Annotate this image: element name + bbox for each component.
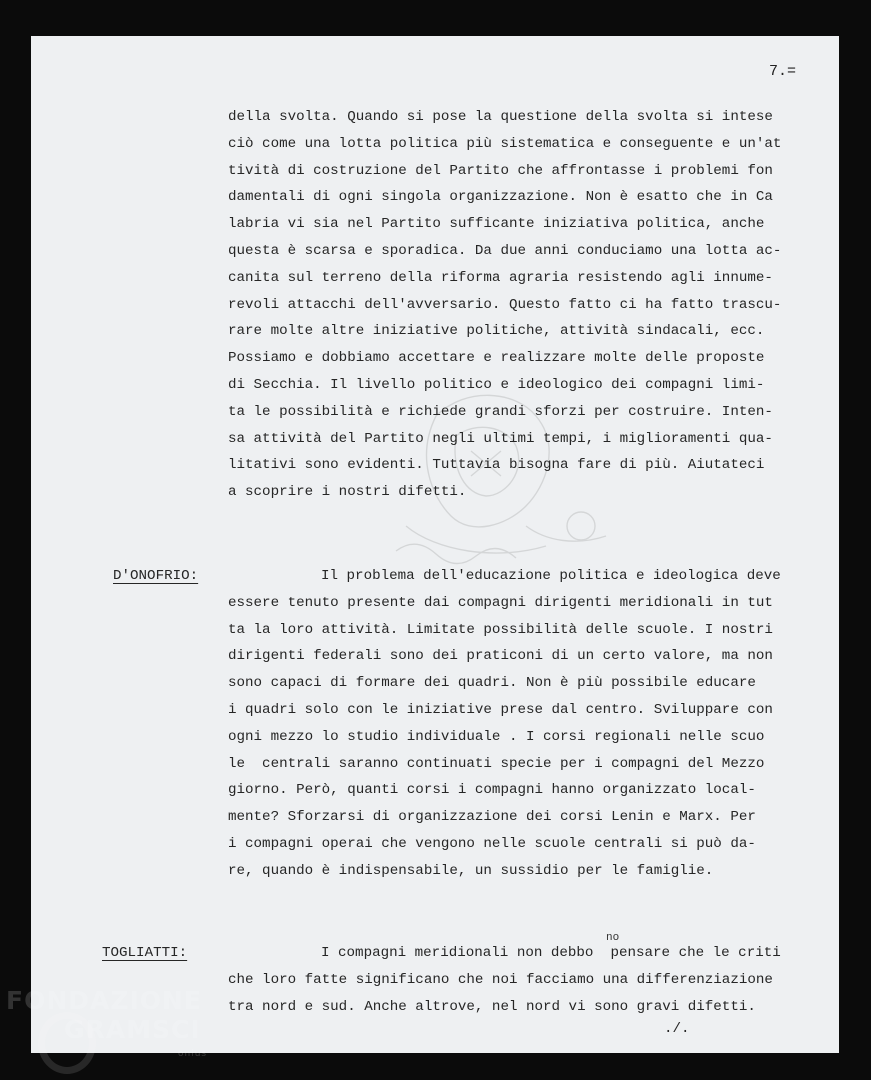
speaker-label-togliatti: TOGLIATTI: <box>102 945 188 961</box>
watermark <box>6 986 208 1059</box>
text-line: giorno. Però, quanti corsi i compagni hanno organizzato local- <box>228 782 756 799</box>
speaker-label-donofrio: D'ONOFRIO: <box>113 568 199 584</box>
text-line: a scoprire i nostri difetti. <box>228 484 467 501</box>
text-line: sa attività del Partito negli ultimi tempi, i miglioramenti qua- <box>228 430 773 447</box>
continuation-mark: ./. <box>664 1021 690 1037</box>
text-line: Possiamo e dobbiamo accettare e realizzare molte delle proposte <box>228 350 765 367</box>
text-line: i quadri solo con le iniziative prese dal centro. Sviluppare con <box>228 702 773 718</box>
text-line: ciò come una lotta politica più sistematica e conseguente e un'at <box>228 135 782 152</box>
text-line: le centrali saranno continuati specie per i compagni del Mezzo <box>228 755 765 772</box>
text-line: dirigenti federali sono dei praticoni di un certo valore, ma non <box>228 648 773 665</box>
text-line: canita sul terreno della riforma agraria resistendo agli innume- <box>228 269 773 286</box>
text-line: re, quando è indispensabile, un sussidio per le famiglie. <box>228 862 714 879</box>
text-line: labria vi sia nel Partito sufficante iniziativa politica, anche <box>228 216 765 233</box>
text-line: ta le possibilità e richiede grandi sforzi per costruire. Inten- <box>228 403 773 420</box>
text-line: ogni mezzo lo studio individuale . I corsi regionali nelle scuo <box>228 728 765 745</box>
text-line: revoli attacchi dell'avversario. Questo fatto ci ha fatto trascu- <box>228 296 782 313</box>
text-line: mente? Sforzarsi di organizzazione dei corsi Lenin e Marx. Per <box>228 809 756 826</box>
watermark-line1: FONDAZIONE <box>6 986 203 1015</box>
text-line: litativi sono evidenti. Tuttavia bisogna fare di più. Aiutateci <box>228 457 765 474</box>
text-line: essere tenuto presente dai compagni dirigenti meridionali in tut <box>228 594 773 611</box>
text-line: questa è scarsa e sporadica. Da due anni conduciamo una lotta ac- <box>228 243 782 259</box>
text-line: che loro fatte significano che noi facciamo una differenziazione <box>228 971 773 988</box>
text-line: della svolta. Quando si pose la questione della svolta si intese <box>228 109 773 125</box>
text-line: rare molte altre iniziative politiche, attività sindacali, ecc. <box>228 323 765 340</box>
text-line: tività di costruzione del Partito che affrontasse i problemi fon <box>228 162 773 179</box>
text-line: i compagni operai che vengono nelle scuole centrali si può da- <box>228 836 756 852</box>
text-line: Il problema dell'educazione politica e ideologica deve <box>321 568 781 584</box>
text-line: di Secchia. Il livello politico e ideologico dei compagni limi- <box>228 377 765 393</box>
text-line: sono capaci di formare dei quadri. Non è più possibile educare <box>228 675 756 692</box>
handwritten-insertion: no <box>606 932 620 944</box>
watermark-line3: onlus <box>178 1049 208 1059</box>
text-line: I compagni meridionali non debbo pensare che le criti <box>321 945 781 961</box>
page-number: 7.= <box>769 63 797 80</box>
text-line: ta la loro attività. Limitate possibilità delle scuole. I nostri <box>228 621 773 638</box>
text-line: damentali di ogni singola organizzazione. Non è esatto che in Ca <box>228 189 773 206</box>
text-line: tra nord e sud. Anche altrove, nel nord vi sono gravi difetti. <box>228 998 756 1015</box>
watermark-line2: GRAMSCI <box>64 1015 201 1044</box>
document-page <box>31 36 839 1053</box>
